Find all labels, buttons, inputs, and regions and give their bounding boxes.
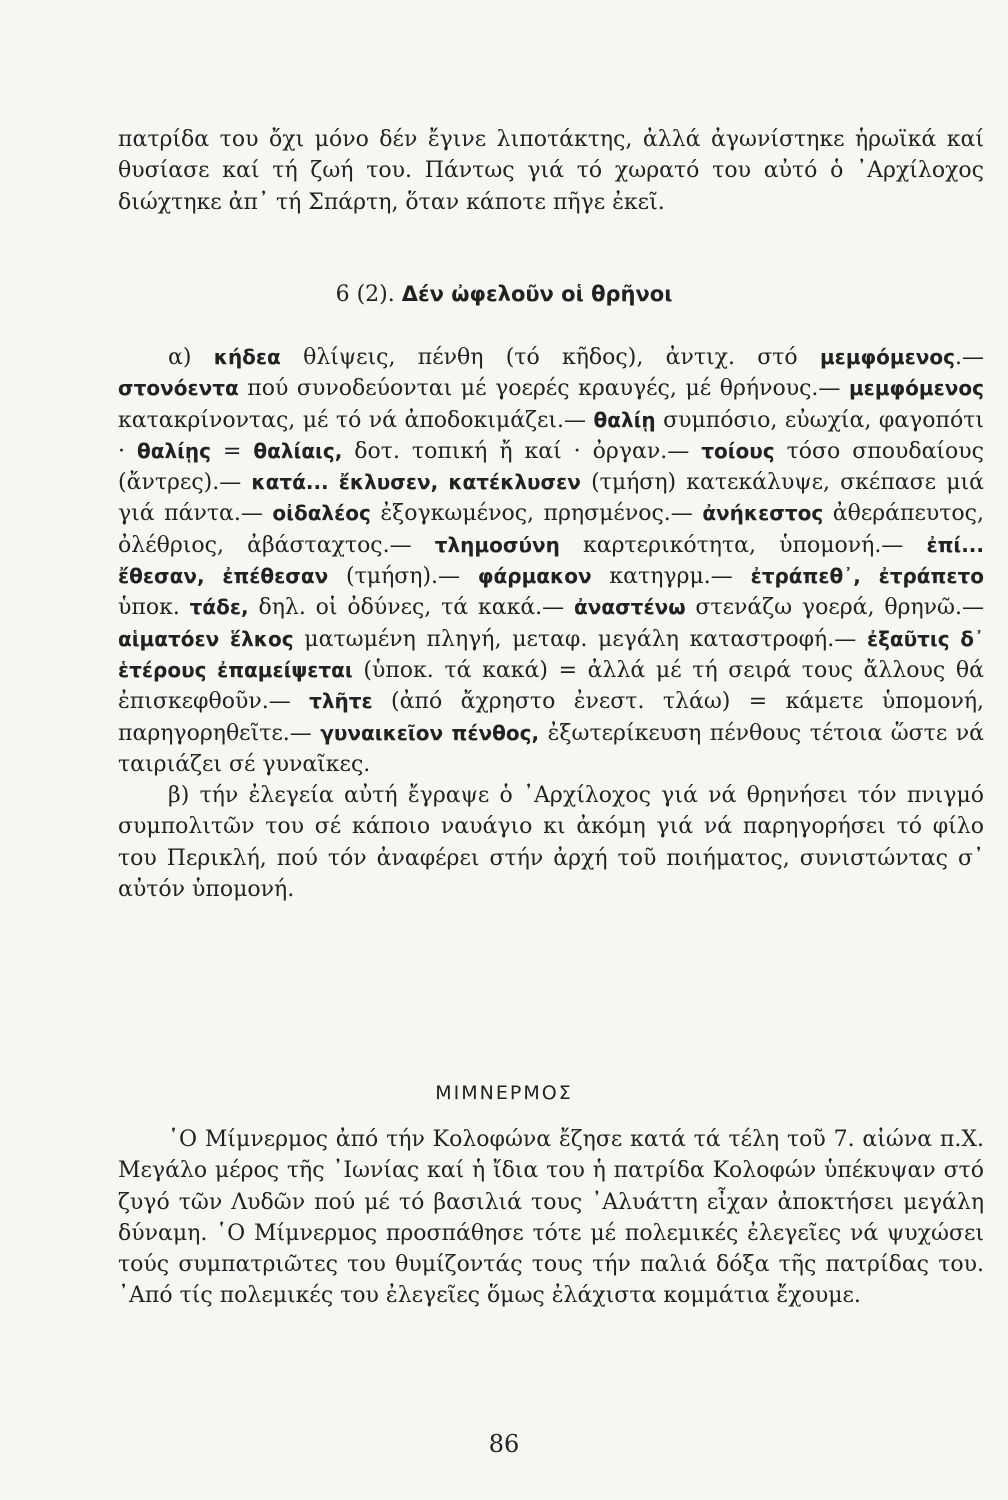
glossary-text: ἐξωτερίκευση πένθους τέτοια ὥστε νά ταιριάζει σέ γυναῖκες.: [118, 720, 984, 777]
glossary-text: στενάζω γοερά, θρηνῶ.—: [685, 595, 984, 621]
glossary-term: τλημοσύνη: [434, 532, 560, 557]
section-title: ΜΙΜΝΕΡΜΟΣ: [435, 1082, 573, 1104]
glossary-term: ἀνήκεστος: [702, 501, 824, 526]
glossary-text: ὑποκ.: [118, 595, 190, 621]
glossary-paragraph-b: β) τήν ἐλεγεία αὐτή ἔγραψε ὁ ᾿Αρχίλοχος γιά νά θρηνήσει τόν πνιγμό συμπολιτῶν του σέ κάποιο ναυάγιο κι ἀκόμη γιά νά παρηγορήσει τό φίλο του Περικλή, πού τόν ἀναφέρει στήν ἀρχή τοῦ ποιήματος, συνιστώντας σ᾿ αὐτόν ὑπομονή.: [118, 783, 984, 903]
glossary-term: τάδε,: [189, 595, 249, 620]
glossary-term: ἐπί... ἔθεσαν, ἐπέθεσαν: [118, 532, 984, 589]
glossary-term: ἐτράπεθ᾿, ἐτράπετο: [750, 564, 984, 589]
glossary-text: ἐξογκωμένος, πρησμένος.—: [370, 501, 703, 527]
glossary-text: συμπόσιο, εὐωχία, φαγοπότι ·: [118, 407, 985, 464]
glossary-term: αἱματόεν ἕλκος: [118, 626, 294, 651]
glossary-term: ἐξαῦτις δ᾿ ἑτέρους ἐπαμείψεται: [118, 626, 985, 682]
glossary-term: τλῆτε: [309, 689, 373, 714]
glossary-term: θαλίαις,: [253, 438, 343, 463]
glossary-term: μεμφόμενος: [819, 345, 955, 369]
poem-number: 6 (2).: [335, 282, 395, 307]
glossary-term: ἀναστένω: [574, 595, 686, 620]
glossary-text: ματωμένη πληγή, μεταφ. μεγάλη καταστροφή.—: [293, 626, 867, 652]
poem-heading: [0, 282, 1008, 307]
glossary-text: (τμήση) κατεκάλυψε, σκέπασε μιά γιά πάντα.—: [118, 470, 985, 527]
section-body: [118, 1124, 984, 1312]
glossary-term: κήδεα: [213, 345, 281, 369]
glossary-text: (ὑποκ. τά κακά) = ἀλλά μέ τή σειρά τους ἄλλους θά ἐπισκεφθοῦν.—: [118, 657, 984, 715]
glossary-paragraph-a: [118, 342, 984, 780]
glossary-term: θαλίῃ: [593, 407, 656, 432]
glossary-text: (ἀπό ἄχρηστο ἐνεστ. τλάω) = κάμετε ὑπομονή, παρηγορηθεῖτε.—: [118, 689, 985, 746]
glossary-term: μεμφόμενος: [848, 376, 984, 401]
glossary-term: τοίους: [701, 438, 775, 463]
glossary-term: οἰδαλέος: [272, 501, 371, 526]
glossary-text: τόσο σπουδαίους (ἄντρες).—: [118, 438, 984, 496]
glossary-text: κατηγρμ.—: [591, 564, 751, 590]
glossary-text: καρτερικότητα, ὑπομονή.—: [559, 532, 927, 558]
section-paragraph: ῾Ο Μίμνερμος ἀπό τήν Κολοφώνα ἔζησε κατά τά τέλη τοῦ 7. αἰώνα π.Χ. Μεγάλο μέρος τῆς ᾿Ιωνίας καί ἡ ἴδια του ἡ πατρίδα Κολοφών ὑπέκυψαν στό ζυγό τῶν Λυδῶν πού μέ τό βασιλιά τους ᾿Αλυάττη εἶχαν ἀποκτήσει μεγάλη δύναμη. ῾Ο Μίμνερμος προσπάθησε τότε μέ πολεμικές ἐλεγεῖες νά ψυχώσει τούς συμπατριῶτες του θυμίζοντάς τους τήν παλιά δόξα τῆς πατρίδας του. ᾿Από τίς πολεμικές του ἐλεγεῖες ὅμως ἐλάχιστα κομμάτια ἔχουμε.: [118, 1127, 984, 1309]
glossary-text: ἀθεράπευτος, ὀλέθριος, ἀβάσταχτος.—: [118, 501, 984, 558]
glossary-text: θλίψεις, πένθη (τό κῆδος), ἀντιχ. στό: [280, 345, 820, 370]
glossary-text: =: [211, 438, 254, 464]
glossary-term: φάρμακον: [477, 564, 592, 589]
glossary-text: α): [168, 345, 214, 370]
glossary-term: στονόεντα: [118, 376, 239, 401]
glossary-text: πού συνοδεύονται μέ γοερές κραυγές, μέ θρήνους.—: [238, 376, 849, 402]
glossary-text: δηλ. οἱ ὀδύνες, τά κακά.—: [248, 595, 574, 621]
glossary-term: κατά... ἔκλυσεν, κατέκλυσεν: [251, 470, 581, 495]
glossary-text: δοτ. τοπική ἤ καί · ὀργαν.—: [342, 438, 702, 464]
intro-paragraph: [118, 124, 984, 218]
intro-text: πατρίδα του ὄχι μόνο δέν ἔγινε λιποτάκτης, ἀλλά ἀγωνίστηκε ἡρωϊκά καί θυσίασε καί τή ζωή του. Πάντως γιά τό χωρατό του αὐτό ὁ ᾿Αρχίλοχος διώχτηκε ἀπ᾿ τή Σπάρτη, ὅταν κάποτε πῆγε ἐκεῖ.: [118, 127, 984, 215]
glossary-text: κατακρίνοντας, μέ τό νά ἀποδοκιμάζει.—: [118, 407, 594, 433]
page-number: 86: [488, 1430, 520, 1458]
glossary-term: θαλίῃς: [136, 438, 211, 463]
glossary-text: (τμήση).—: [328, 564, 478, 590]
glossary-term: γυναικεῖον πένθος,: [320, 720, 540, 745]
glossary-notes: [118, 342, 984, 905]
poem-title: Δέν ὠφελοῦν οἱ θρῆνοι: [401, 282, 673, 306]
glossary-text: .—: [955, 345, 984, 370]
